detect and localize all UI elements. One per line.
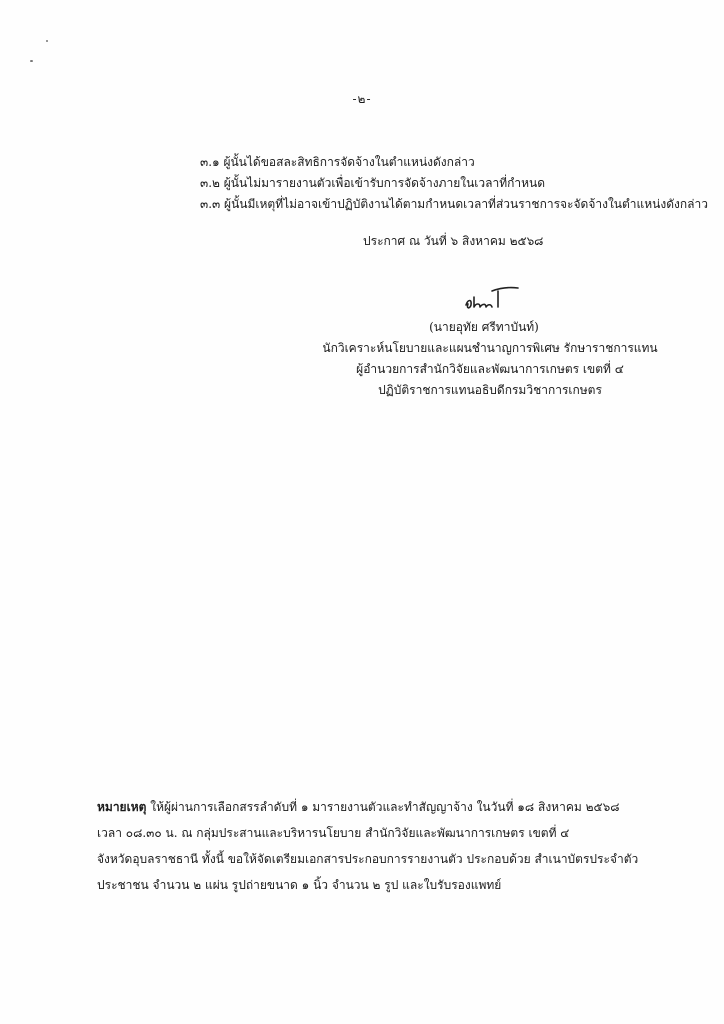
- signatory-name: (นายอุทัย ศรีทาบันท์): [429, 320, 539, 334]
- condition-item: ๓.๑ ผู้นั้นได้ขอสละสิทธิการจัดจ้างในตำแหน่งดังกล่าว: [200, 155, 475, 169]
- remark-line: ประชาชน จำนวน ๒ แผ่น รูปถ่ายขนาด ๑ นิ้ว จำนวน ๒ รูป และใบรับรองแพทย์: [97, 878, 502, 892]
- remark-line: เวลา ๐๘.๓๐ น. ณ กลุ่มประสานและบริหารนโยบาย สำนักวิจัยและพัฒนาการเกษตร เขตที่ ๔: [97, 826, 570, 840]
- signatory-position: ผู้อำนวยการสำนักวิจัยและพัฒนาการเกษตร เขตที่ ๔: [356, 362, 624, 376]
- scan-speck: [30, 60, 33, 62]
- condition-item: ๓.๒ ผู้นั้นไม่มารายงานตัวเพื่อเข้ารับการจัดจ้างภายในเวลาที่กำหนด: [200, 176, 546, 190]
- announcement-date: ประกาศ ณ วันที่ ๖ สิงหาคม ๒๕๖๘: [363, 234, 544, 248]
- condition-list: [200, 152, 708, 215]
- condition-item: ๓.๓ ผู้นั้นมีเหตุที่ไม่อาจเข้าปฏิบัติงานได้ตามกำหนดเวลาที่ส่วนราชการจะจัดจ้างในตำแหน่งดังกล่าว: [200, 197, 708, 211]
- scan-speck: [46, 40, 48, 42]
- remark-line: [97, 794, 652, 820]
- page-number: -๒-: [352, 92, 372, 106]
- remark-text: ให้ผู้ผ่านการเลือกสรรลำดับที่ ๑ มารายงานตัวและทำสัญญาจ้าง ในวันที่ ๑๘ สิงหาคม ๒๕๖๘: [146, 800, 620, 814]
- signatory-position: ปฏิบัติราชการแทนอธิบดีกรมวิชาการเกษตร: [378, 383, 602, 397]
- signatory-position: นักวิเคราะห์นโยบายและแผนชำนาญการพิเศษ รักษาราชการแทน: [322, 341, 658, 355]
- signature: [462, 283, 524, 315]
- remark-note: [97, 794, 652, 898]
- remark-line: จังหวัดอุบลราชธานี ทั้งนี้ ขอให้จัดเตรียมเอกสารประกอบการรายงานตัว ประกอบด้วย สำเนาบัตรประจำตัว: [97, 852, 639, 866]
- remark-label: หมายเหตุ: [97, 800, 147, 814]
